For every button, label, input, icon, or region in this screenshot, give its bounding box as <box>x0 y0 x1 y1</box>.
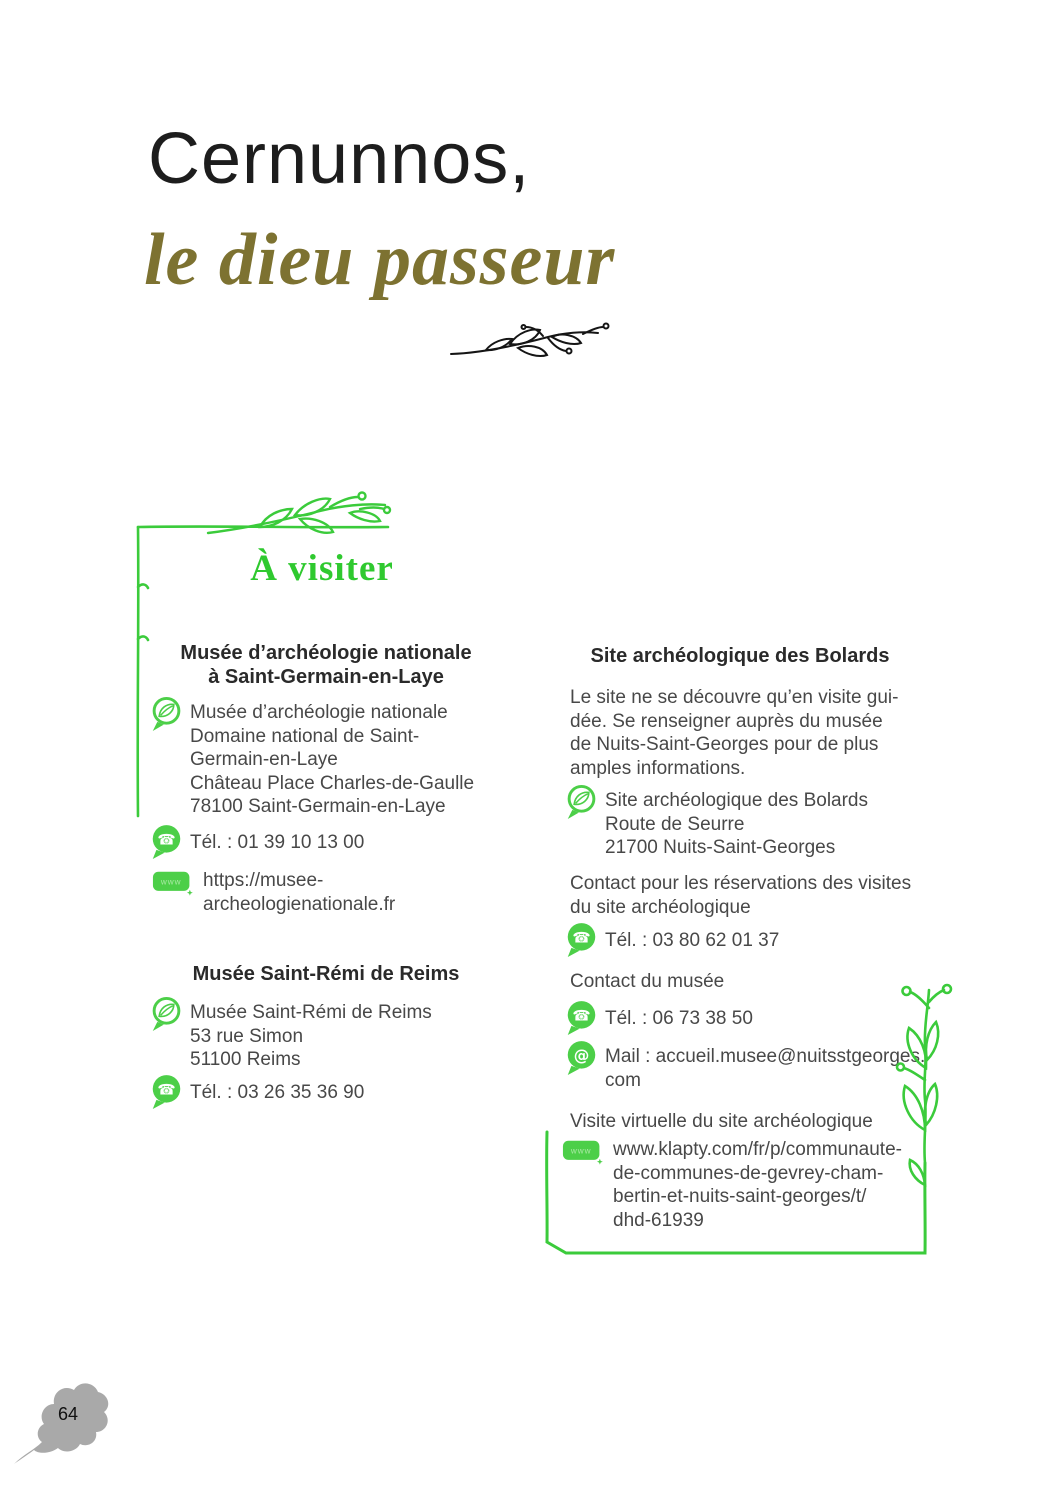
site-bolards-description <box>570 686 940 780</box>
phone-glyph: ☎ <box>157 831 176 849</box>
address-line: Musée Saint-Rémi de Reims <box>190 1002 432 1023</box>
address-line: Germain-en-Laye <box>190 749 338 770</box>
address-line: Domaine national de Saint- <box>190 725 420 747</box>
museum-national-heading-line2: à Saint-Germain-en-Laye <box>208 665 444 688</box>
address-line: Château Place Charles-de-Gaulle <box>190 772 475 794</box>
reservation-phone-block <box>565 922 779 959</box>
visit-section-heading: À visiter <box>250 548 394 589</box>
museum-reims-address <box>190 996 432 1072</box>
phone-glyph: ☎ <box>572 1007 591 1025</box>
mail-glyph: @ <box>573 1046 590 1065</box>
page-title: Cernunnos, <box>148 119 531 199</box>
site-bolards-heading: Site archéologique des Bolards <box>590 645 890 667</box>
website-link-line[interactable]: archeologienationale.fr <box>203 893 396 915</box>
address-line: 78100 Saint-Germain-en-Laye <box>190 796 446 817</box>
museum-reims-phone: Tél. : 03 26 35 36 90 <box>190 1081 365 1103</box>
address-line: 21700 Nuits-Saint-Georges <box>605 837 836 858</box>
website-bubble-icon <box>150 869 196 900</box>
museum-national-website[interactable] <box>203 867 395 916</box>
visit-box-border-bottomright <box>538 980 963 1265</box>
address-line: Musée d’archéologie nationale <box>190 702 448 723</box>
description-line: amples informations. <box>570 757 746 779</box>
page-subtitle: le dieu passeur <box>144 219 616 301</box>
site-bolards-address <box>605 784 868 860</box>
website-link-line[interactable]: https://musee- <box>203 870 324 891</box>
address-line: Route de Seurre <box>605 813 745 835</box>
museum-contact-label: Contact du musée <box>570 971 725 992</box>
phone-bubble-icon <box>150 1074 183 1111</box>
site-bolards-address-block <box>565 784 868 860</box>
page-number: 64 <box>57 1404 79 1424</box>
url-line[interactable]: dhd-61939 <box>613 1209 704 1231</box>
email-line[interactable]: com <box>605 1069 641 1091</box>
museum-national-phone-block <box>150 824 364 861</box>
green-branch-icon <box>200 483 400 545</box>
museum-national-address-block <box>150 696 474 819</box>
plant-sprig-icon <box>897 985 951 1185</box>
address-line: Site archéologique des Bolards <box>605 790 869 811</box>
www-icon-label: www <box>570 1146 592 1156</box>
museum-national-phone: Tél. : 01 39 10 13 00 <box>190 831 365 853</box>
address-line: 51100 Reims <box>190 1049 301 1070</box>
url-line[interactable]: www.klapty.com/fr/p/communaute- <box>613 1139 902 1160</box>
description-line: Le site ne se découvre qu’en visite gui- <box>570 687 899 708</box>
phone-glyph: ☎ <box>157 1081 176 1099</box>
reservation-contact-label <box>570 872 950 919</box>
branch-divider-icon <box>448 318 613 372</box>
museum-national-address <box>190 696 474 819</box>
description-line: dée. Se renseigner auprès du musée <box>570 710 883 732</box>
label-line: du site archéologique <box>570 896 751 918</box>
phone-glyph: ☎ <box>572 929 591 947</box>
location-bubble-icon <box>565 784 598 821</box>
page-number-leaf-icon <box>8 1376 118 1471</box>
location-bubble-icon <box>150 996 183 1033</box>
email-line[interactable]: Mail : accueil.musee@nuitsstgeorges. <box>605 1046 926 1067</box>
address-line: 53 rue Simon <box>190 1025 304 1047</box>
url-line[interactable]: de-communes-de-gevrey-cham- <box>613 1162 884 1184</box>
museum-reims-heading: Musée Saint-Rémi de Reims <box>192 963 460 985</box>
museum-contact-phone: Tél. : 06 73 38 50 <box>605 1007 753 1029</box>
museum-reims-address-block <box>150 996 432 1072</box>
phone-bubble-icon <box>565 922 598 959</box>
reservation-phone: Tél. : 03 80 62 01 37 <box>605 929 780 951</box>
www-icon-label: www <box>160 877 182 887</box>
phone-bubble-icon <box>150 824 183 861</box>
museum-national-website-block <box>150 867 395 916</box>
virtual-tour-label: Visite virtuelle du site archéologique <box>570 1111 873 1132</box>
museum-reims-phone-block <box>150 1074 364 1111</box>
museum-national-heading-line1: Musée d’archéologie nationale <box>180 642 472 664</box>
museum-national-heading <box>150 642 502 689</box>
location-bubble-icon <box>150 696 183 733</box>
url-line[interactable]: bertin-et-nuits-saint-georges/t/ <box>613 1186 867 1207</box>
label-line: Contact pour les réservations des visites <box>570 873 912 894</box>
description-line: de Nuits-Saint-Georges pour de plus <box>570 734 879 755</box>
